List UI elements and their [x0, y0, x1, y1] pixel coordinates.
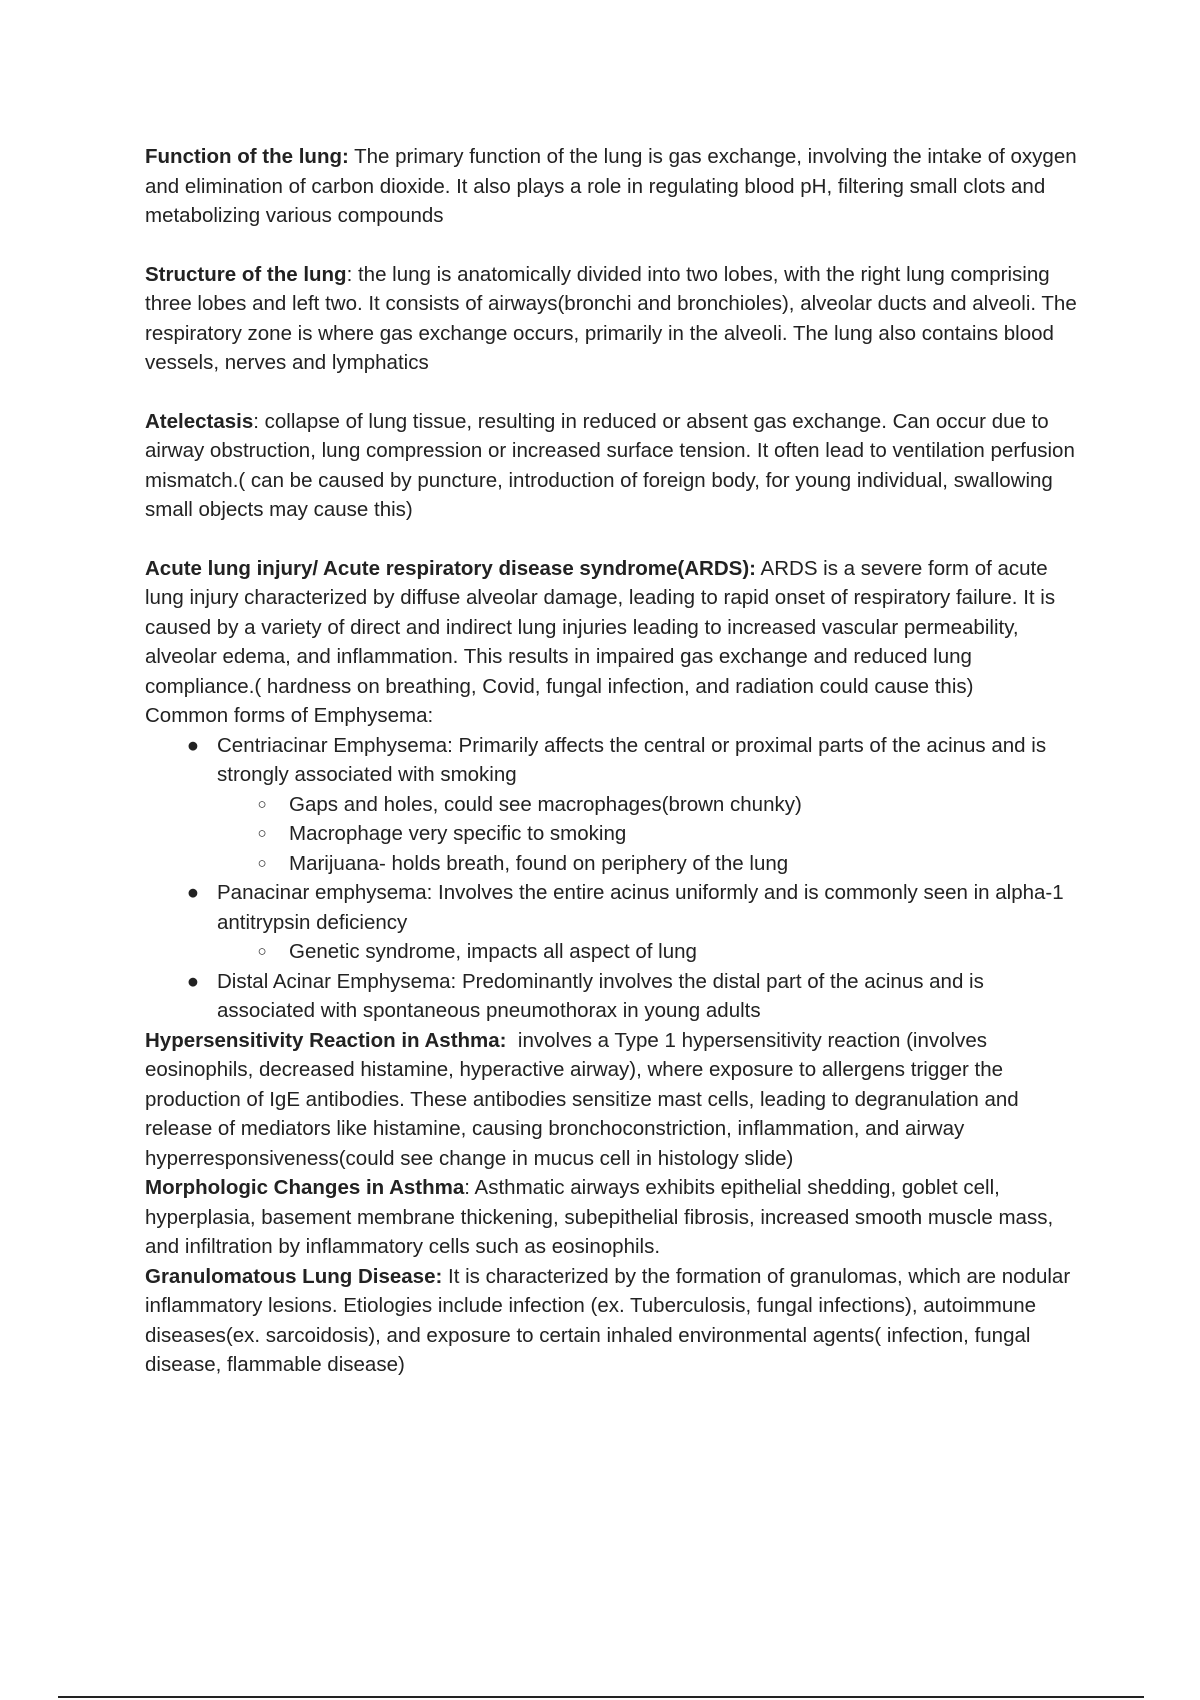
- hollow-bullet-icon: ○: [257, 943, 267, 960]
- sub-list-item: [257, 819, 1085, 849]
- sub-list-item-text: Macrophage very specific to smoking: [289, 822, 627, 845]
- list-item-text: Centriacinar Emphysema: Primarily affects the central or proximal parts of the acinus and is strongly associated with smoking: [217, 733, 1047, 786]
- paragraph-gap: [145, 231, 1085, 260]
- emphysema-heading: Common forms of Emphysema:: [145, 704, 434, 727]
- label-granulomatous: Granulomatous Lung Disease:: [145, 1264, 443, 1288]
- label-ards: Acute lung injury/ Acute respiratory disease syndrome(ARDS):: [145, 556, 756, 580]
- list-item: [186, 878, 1085, 967]
- sub-list-item: [257, 849, 1085, 879]
- hollow-bullet-icon: ○: [257, 795, 267, 813]
- paragraph-granulomatous: [145, 1262, 1085, 1380]
- label-hypersensitivity: Hypersensitivity Reaction in Asthma:: [145, 1028, 507, 1052]
- hollow-bullet-icon: ○: [257, 825, 267, 842]
- list-item-text: Distal Acinar Emphysema: Predominantly involves the distal part of the acinus and is associated with spontaneous pneumothorax in young adults: [217, 969, 984, 1022]
- paragraph-gap: [145, 378, 1085, 407]
- emphysema-list: [145, 731, 1085, 1026]
- sub-list-item-text: Gaps and holes, could see macrophages(brown chunky): [289, 792, 802, 816]
- hollow-bullet-icon: ○: [257, 854, 267, 872]
- paragraph-gap: [145, 525, 1085, 554]
- bullet-icon: ●: [186, 969, 200, 993]
- list-item: [186, 967, 1085, 1026]
- sub-list: [217, 790, 1085, 879]
- text-morphologic: : Asthmatic airways exhibits epithelial shedding, goblet cell, hyperplasia, basement membrane thickening, subepithelial fibrosis, increased smooth muscle mass, and infiltration by inflammatory cells such as eosinophils.: [145, 1176, 1054, 1258]
- bullet-icon: ●: [186, 733, 200, 757]
- text-hypersensitivity: involves a Type 1 hypersensitivity reaction (involves eosinophils, decreased histamine, hyperactive airway), where exposure to allergens trigger the production of IgE antibodies. These antibodies sensitize mast cells, leading to degranulation and release of mediators like histamine, causing bronchoconstriction, inflammation, and airway hyperresponsiveness(could see change in mucus cell in histology slide): [145, 1028, 1025, 1170]
- paragraph-ards: [145, 554, 1085, 702]
- sub-list-item-text: Genetic syndrome, impacts all aspect of lung: [289, 940, 697, 963]
- list-item: [186, 731, 1085, 879]
- paragraph-function: [145, 142, 1085, 231]
- text-ards: ARDS is a severe form of acute lung injury characterized by diffuse alveolar damage, leading to rapid onset of respiratory failure. It is caused by a variety of direct and indirect lung injuries leading to increased vascular permeability, alveolar edema, and inflammation. This results in impaired gas exchange and reduced lung compliance.( hardness on breathing, Covid, fungal infection, and radiation could cause this): [145, 556, 1056, 698]
- text-structure: : the lung is anatomically divided into two lobes, with the right lung comprising three lobes and left two. It consists of airways(bronchi and bronchioles), alveolar ducts and alveoli. The respiratory zone is where gas exchange occurs, primarily in the alveoli. The lung also contains blood vessels, nerves and lymphatics: [145, 262, 1077, 374]
- label-function: Function of the lung:: [145, 145, 349, 168]
- paragraph-atelectasis: [145, 407, 1085, 525]
- label-morphologic: Morphologic Changes in Asthma: [145, 1176, 465, 1199]
- text-atelectasis: : collapse of lung tissue, resulting in reduced or absent gas exchange. Can occur due to airway obstruction, lung compression or increased surface tension. It often lead to ventilation perfusion mismatch.( can be caused by puncture, introduction of foreign body, for young individual, swallowing small objects may cause this): [145, 409, 1075, 521]
- bullet-icon: ●: [186, 881, 200, 904]
- list-item-text: Panacinar emphysema: Involves the entire acinus uniformly and is commonly seen in alpha-1 antitrypsin deficiency: [217, 881, 1064, 934]
- page-bottom-rule: [58, 1696, 1144, 1698]
- text-function: The primary function of the lung is gas exchange, involving the intake of oxygen and elimination of carbon dioxide. It also plays a role in regulating blood pH, filtering small clots and metabolizing various compounds: [145, 145, 1077, 227]
- paragraph-morphologic: [145, 1173, 1085, 1262]
- sub-list-item: [257, 937, 1085, 967]
- document-body: [145, 142, 1085, 1380]
- sub-list: [217, 937, 1085, 967]
- label-structure: Structure of the lung: [145, 262, 347, 286]
- sub-list-item-text: Marijuana- holds breath, found on periphery of the lung: [289, 851, 789, 875]
- label-atelectasis: Atelectasis: [145, 409, 254, 433]
- text-granulomatous: It is characterized by the formation of granulomas, which are nodular inflammatory lesions. Etiologies include infection (ex. Tuberculosis, fungal infections), autoimmune diseases(ex. sarcoidosis), and exposure to certain inhaled environmental agents( infection, fungal disease, flammable disease): [145, 1264, 1071, 1376]
- paragraph-structure: [145, 260, 1085, 378]
- sub-list-item: [257, 790, 1085, 820]
- paragraph-hypersensitivity: [145, 1026, 1085, 1174]
